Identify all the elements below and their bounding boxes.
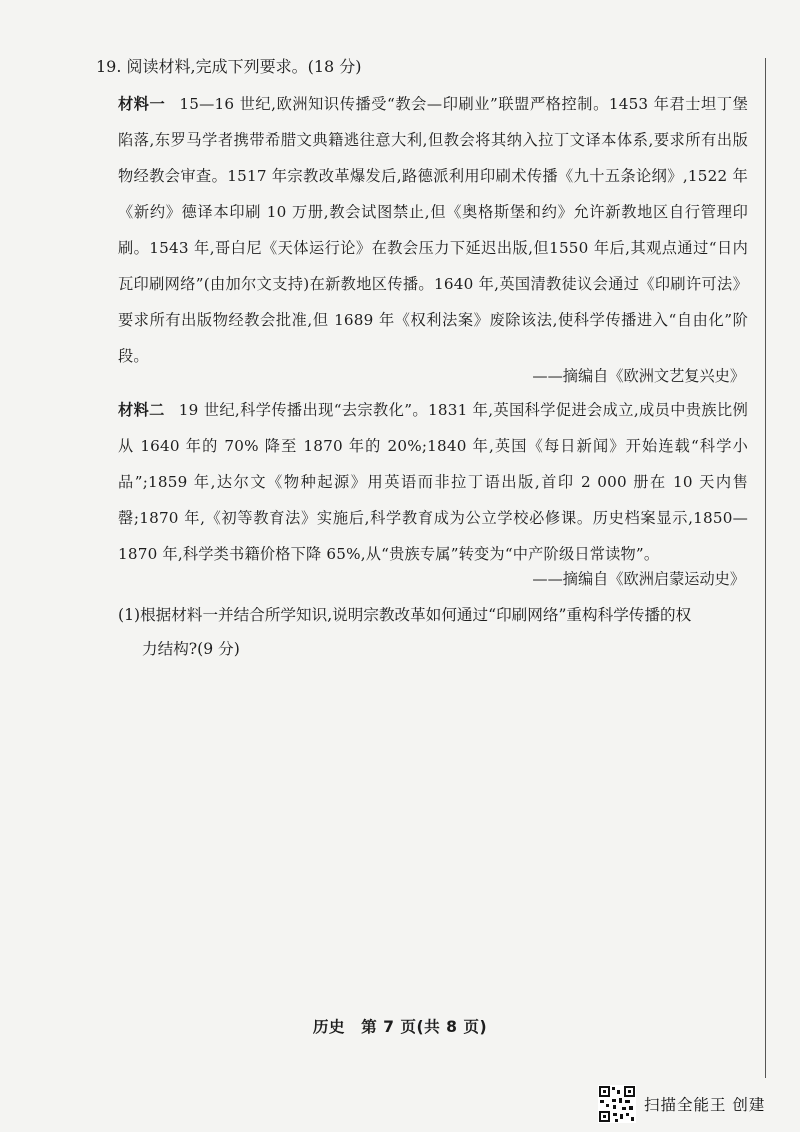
material-two: [118, 392, 748, 572]
page-footer: 历史 第 7 页(共 8 页): [312, 1018, 488, 1036]
subquestion-one-text-cont: 力结构?(9 分): [142, 640, 240, 658]
margin-rule: [765, 58, 766, 1078]
material-two-source: ——摘编自《欧洲启蒙运动史》: [532, 570, 745, 588]
material-one-source: ——摘编自《欧洲文艺复兴史》: [532, 367, 745, 385]
material-one: [118, 86, 748, 374]
qr-code-icon: [598, 1085, 636, 1123]
subquestion-one-text: (1)根据材料一并结合所学知识,说明宗教改革如何通过“印刷网络”重构科学传播的权: [118, 606, 692, 624]
material-two-text: 19 世纪,科学传播出现“去宗教化”。1831 年,英国科学促进会成立,成员中贵族比例从 1640 年的 70% 降至 1870 年的 20%;1840 年,英国《每日新闻》开始连载“科学小品”;1859 年,达尔文《物种起源》用英语而非拉丁语出版,首印 2 000 册在 10 天内售罄;1870 年,《初等教育法》实施后,科学教育成为公立学校必修课。历史档案显示,1850—1870 年,科学类书籍价格下降 65%,从“贵族专属”转变为“中产阶级日常读物”。: [118, 401, 748, 563]
scanner-watermark: [598, 1085, 765, 1123]
scanner-brand-text: 扫描全能王 创建: [644, 1096, 766, 1114]
question-title: 19. 阅读材料,完成下列要求。(18 分): [96, 57, 362, 76]
material-two-label: 材料二: [118, 401, 165, 419]
subquestion-one: [118, 598, 758, 666]
material-one-label: 材料一: [118, 95, 166, 113]
material-one-text: 15—16 世纪,欧洲知识传播受“教会—印刷业”联盟严格控制。1453 年君士坦丁堡陷落,东罗马学者携带希腊文典籍逃往意大利,但教会将其纳入拉丁文译本体系,要求所有出版物经教会审查。1517 年宗教改革爆发后,路德派利用印刷术传播《九十五条论纲》,1522 年《新约》德译本印刷 10 万册,教会试图禁止,但《奥格斯堡和约》允许新教地区自行管理印刷。1543 年,哥白尼《天体运行论》在教会压力下延迟出版,但1550 年后,其观点通过“日内瓦印刷网络”(由加尔文支持)在新教地区传播。1640 年,英国清教徒议会通过《印刷许可法》要求所有出版物经教会批准,但 1689 年《权利法案》废除该法,使科学传播进入“自由化”阶段。: [118, 95, 748, 365]
